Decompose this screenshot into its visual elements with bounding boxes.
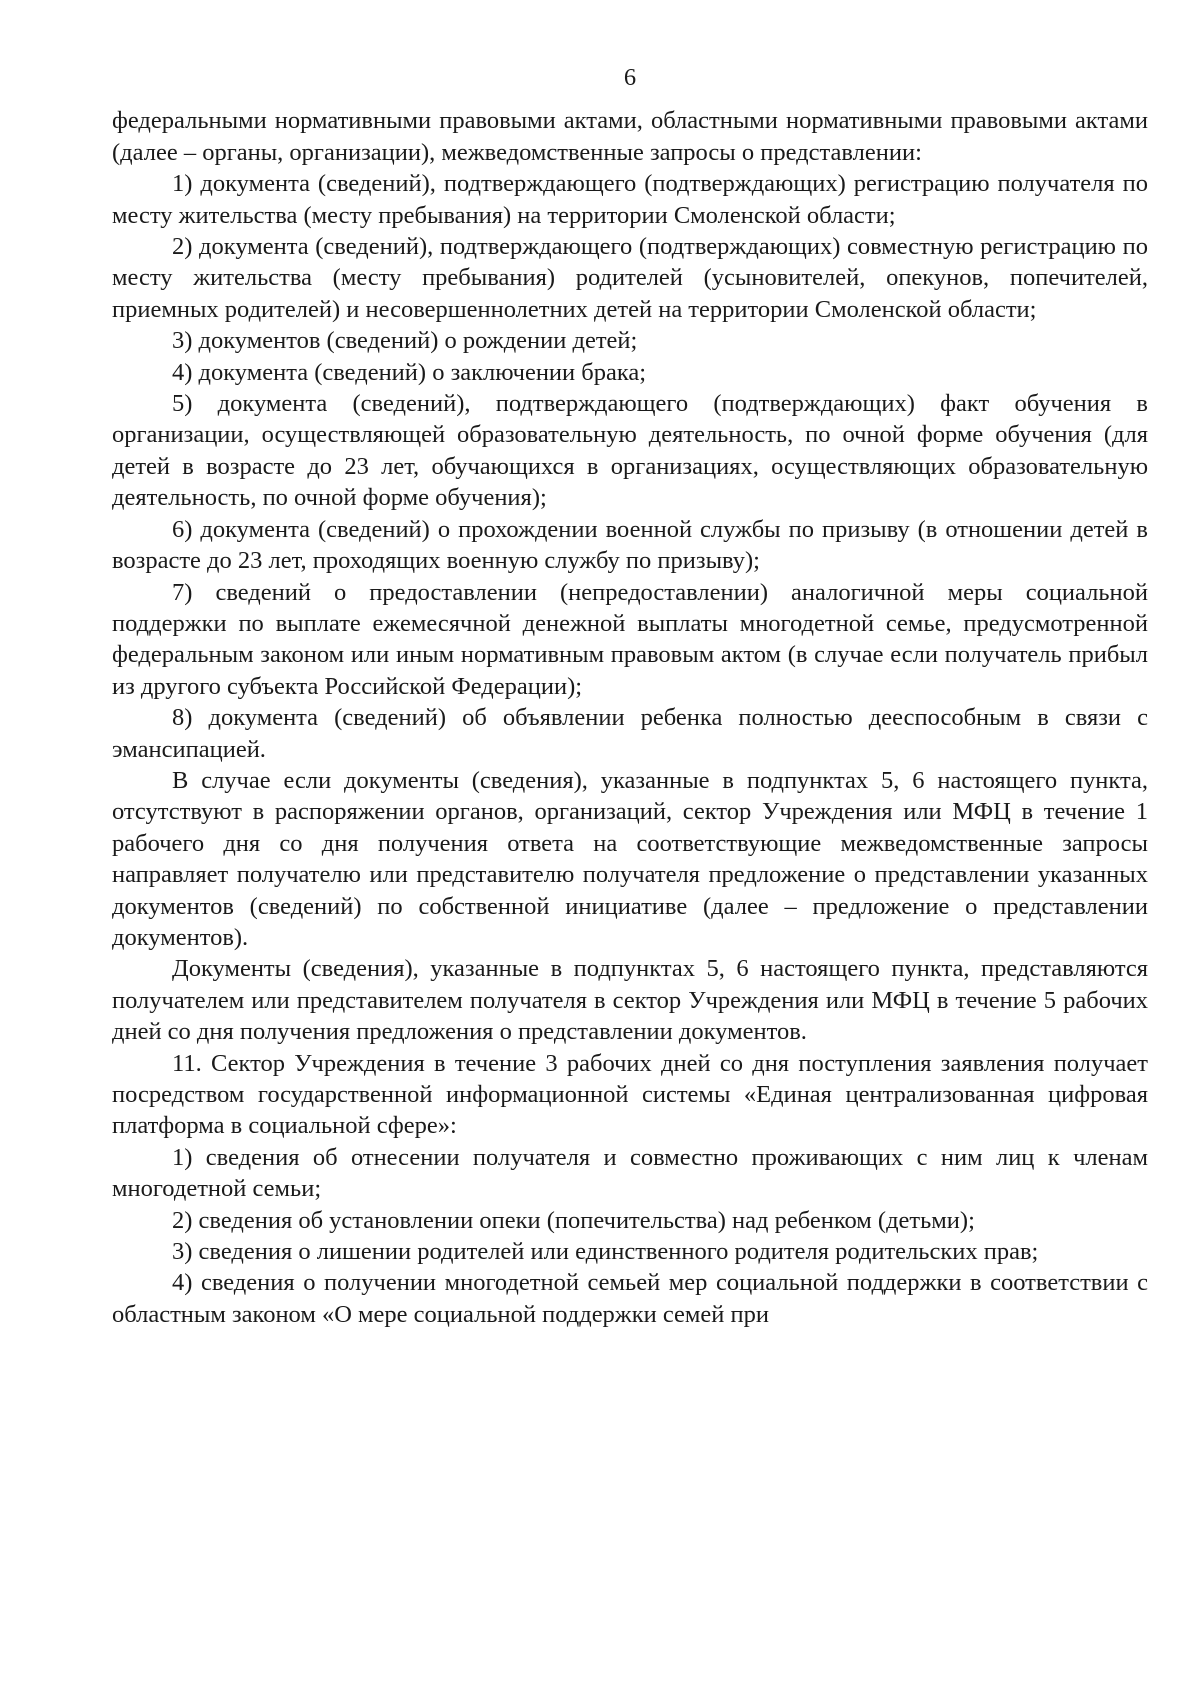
list-item: 7) сведений о предоставлении (непредоставлении) аналогичной меры социальной поддержки по выплате ежемесячной денежной выплаты многодетной семье, предусмотренной федеральным законом или иным нормативным правовым актом (в случае если получатель прибыл из другого субъекта Российской Федерации); xyxy=(112,578,1148,700)
paragraph: В случае если документы (сведения), указанные в подпунктах 5, 6 настоящего пункта, отсутствуют в распоряжении органов, организаций, сектор Учреждения или МФЦ в течение 1 рабочего дня со дня получения ответа на соответствующие межведомственные запросы направляет получателю или представителю получателя предложение о представлении указанных документов (сведений) по собственной инициативе (далее – предложение о представлении документов). xyxy=(112,766,1148,951)
paragraph: 11. Сектор Учреждения в течение 3 рабочих дней со дня поступления заявления получает посредством государственной информационной системы «Единая централизованная цифровая платформа в социальной сфере»: xyxy=(112,1049,1148,1140)
paragraph: Документы (сведения), указанные в подпунктах 5, 6 настоящего пункта, представляются получателем или представителем получателя в сектор Учреждения или МФЦ в течение 5 рабочих дней со дня получения предложения о представлении документов. xyxy=(112,955,1148,1046)
document-page xyxy=(112,62,1148,1330)
list-item: 1) сведения об отнесении получателя и совместно проживающих с ним лиц к членам многодетной семьи; xyxy=(112,1143,1148,1203)
list-item: 1) документа (сведений), подтверждающего (подтверждающих) регистрацию получателя по месту жительства (месту пребывания) на территории Смоленской области; xyxy=(112,170,1148,229)
list-item: 5) документа (сведений), подтверждающего (подтверждающих) факт обучения в организации, осуществляющей образовательную деятельность, по очной форме обучения (для детей в возрасте до 23 лет, обучающихся в организациях, осуществляющих образовательную деятельность, по очной форме обучения); xyxy=(112,390,1148,512)
list-item: 4) документа (сведений) о заключении брака; xyxy=(172,358,647,386)
list-item: 6) документа (сведений) о прохождении военной службы по призыву (в отношении детей в возрасте до 23 лет, проходящих военную службу по призыву); xyxy=(112,515,1148,575)
list-item: 8) документа (сведений) об объявлении ребенка полностью дееспособным в связи с эмансипацией. xyxy=(112,704,1148,763)
list-item: 2) документа (сведений), подтверждающего (подтверждающих) совместную регистрацию по месту жительства (месту пребывания) родителей (усыновителей, опекунов, попечителей, приемных родителей) и несовершеннолетних детей на территории Смоленской области; xyxy=(112,233,1148,323)
list-item: 3) сведения о лишении родителей или единственного родителя родительских прав; xyxy=(172,1238,1039,1266)
list-item: 4) сведения о получении многодетной семьей мер социальной поддержки в соответствии с областным законом «О мере социальной поддержки семей при xyxy=(112,1269,1148,1328)
list-item: 3) документов (сведений) о рождении детей; xyxy=(172,327,638,355)
page-number: 6 xyxy=(623,64,637,91)
list-item: 2) сведения об установлении опеки (попечительства) над ребенком (детьми); xyxy=(172,1206,975,1234)
paragraph: федеральными нормативными правовыми актами, областными нормативными правовыми актами (далее – органы, организации), межведомственные запросы о представлении: xyxy=(112,107,1148,166)
